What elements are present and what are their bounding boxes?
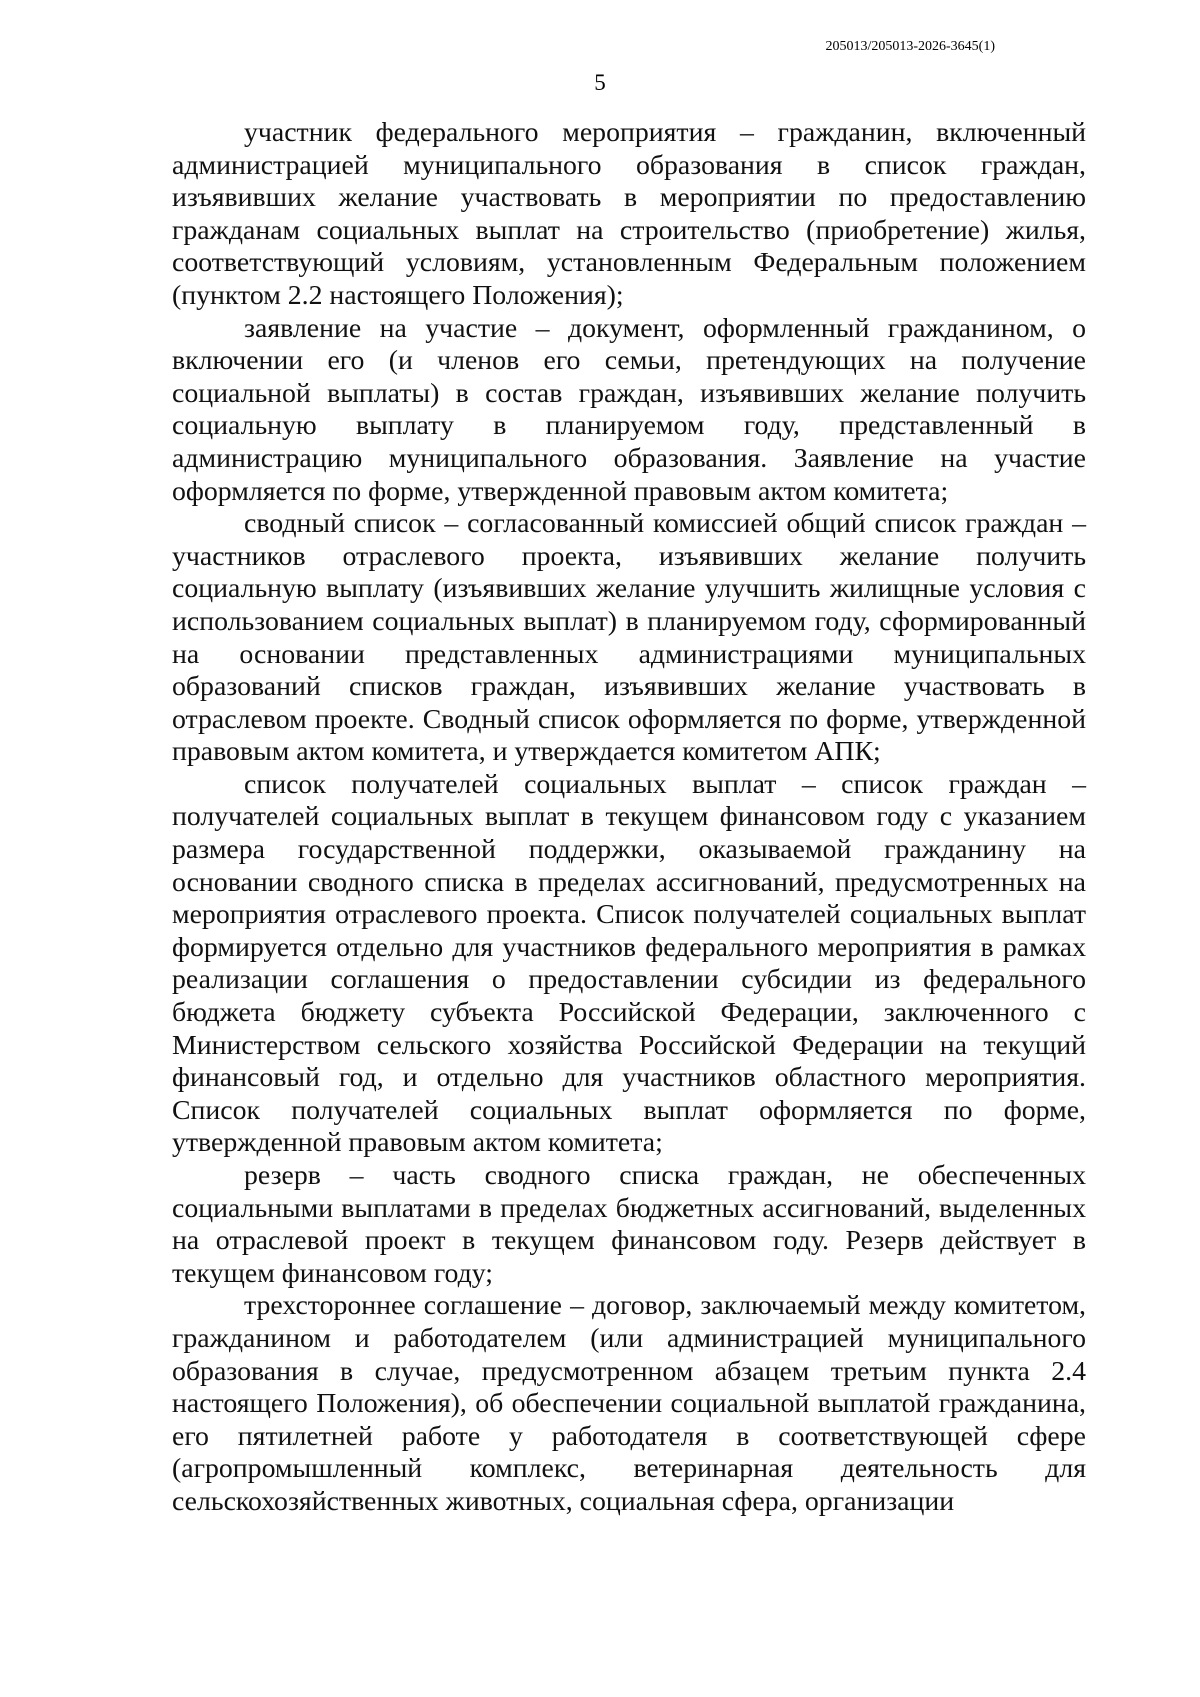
- paragraph-tripartite-agreement: трехстороннее соглашение – договор, заключаемый между комитетом, гражданином и работодателем (или администрацией муниципального образования в случае, предусмотренном абзацем третьим пункта 2.4 настоящего Положения), об обеспечении социальной выплатой гражданина, его пятилетней работе у работодателя в соответствующей сфере (агропромышленный комплекс, ветеринарная деятельность для сельскохозяйственных животных, социальная сфера, организации: [172, 1290, 1086, 1517]
- document-id: 205013/205013-2026-3645(1): [825, 39, 995, 54]
- paragraph-reserve: резерв – часть сводного списка граждан, не обеспеченных социальными выплатами в пределах бюджетных ассигнований, выделенных на отраслевой проект в текущем финансовом году. Резерв действует в текущем финансовом году;: [172, 1160, 1086, 1289]
- paragraph-consolidated-list: сводный список – согласованный комиссией общий список граждан – участников отраслевого проекта, изъявивших желание получить социальную выплату (изъявивших желание улучшить жилищные условия с использованием социальных выплат) в планируемом году, сформированный на основании представленных администрациями муниципальных образований списков граждан, изъявивших желание участвовать в отраслевом проекте. Сводный список оформляется по форме, утвержденной правовым актом комитета, и утверждается комитетом АПК;: [172, 508, 1086, 768]
- document-body: [172, 117, 1086, 1519]
- page-number: 5: [594, 70, 606, 95]
- paragraph-federal-participant: участник федерального мероприятия – гражданин, включенный администрацией муниципального образования в список граждан, изъявивших желание участвовать в мероприятии по предоставлению гражданам социальных выплат на строительство (приобретение) жилья, соответствующий условиям, установленным Федеральным положением (пунктом 2.2 настоящего Положения);: [172, 117, 1086, 311]
- paragraph-recipients-list: список получателей социальных выплат – список граждан – получателей социальных выплат в текущем финансовом году с указанием размера государственной поддержки, оказываемой гражданину на основании сводного списка в пределах ассигнований, предусмотренных на мероприятия отраслевого проекта. Список получателей социальных выплат формируется отдельно для участников федерального мероприятия в рамках реализации соглашения о предоставлении субсидии из федерального бюджета бюджету субъекта Российской Федерации, заключенного с Министерством сельского хозяйства Российской Федерации на текущий финансовый год, и отдельно для участников областного мероприятия. Список получателей социальных выплат оформляется по форме, утвержденной правовым актом комитета;: [172, 768, 1086, 1159]
- paragraph-participation-application: заявление на участие – документ, оформленный гражданином, о включении его (и членов его семьи, претендующих на получение социальной выплаты) в состав граждан, изъявивших желание получить социальную выплату в планируемом году, представленный в администрацию муниципального образования. Заявление на участие оформляется по форме, утвержденной правовым актом комитета;: [172, 312, 1086, 507]
